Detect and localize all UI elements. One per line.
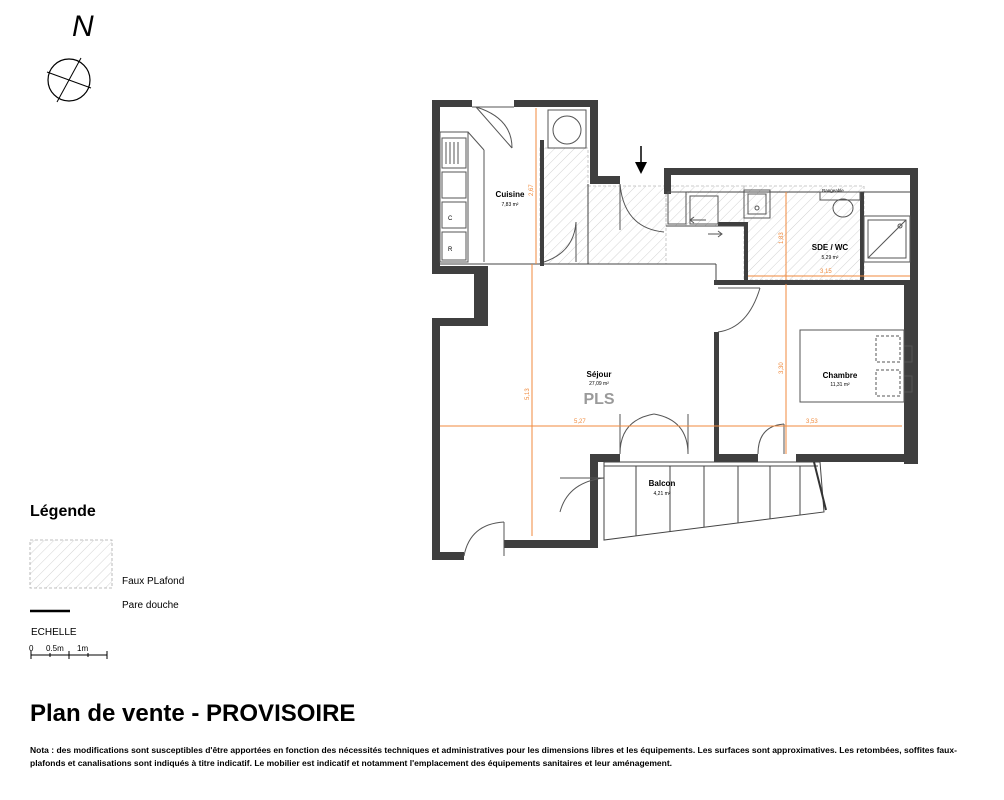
dimension-sde-height: 1,83 <box>779 232 785 244</box>
dimension-chambre-width: 3,53 <box>806 419 818 425</box>
plan-stamp: PLS <box>583 391 615 408</box>
room-name-sde: SDE / WC <box>811 243 849 252</box>
room-area-cuisine: 7,83 m² <box>501 202 519 208</box>
room-area-sde: 5,29 m² <box>821 255 839 261</box>
room-area-balcon: 4,21 m² <box>653 491 671 497</box>
appliance-label-r: R <box>448 247 453 253</box>
legend-pare-douche-label: Pare douche <box>122 600 179 611</box>
fixture-label: Rangeable <box>822 188 844 193</box>
appliance-label-c: C <box>448 216 453 222</box>
dimension-sde-width: 3,15 <box>820 269 832 275</box>
dimension-cuisine-height: 2,67 <box>529 184 535 196</box>
room-area-chambre: 11,31 m² <box>830 382 850 388</box>
dimension-chambre-height: 3,30 <box>779 362 785 374</box>
scale-title: ECHELLE <box>31 627 77 638</box>
room-name-sejour: Séjour <box>586 370 612 379</box>
scale-tick-0: 0 <box>29 644 34 653</box>
compass-icon <box>47 58 91 102</box>
compass <box>47 10 94 102</box>
scale-bar <box>31 651 107 659</box>
legend-title: Légende <box>30 503 96 520</box>
legend-faux-plafond-label: Faux PLafond <box>122 576 185 587</box>
page-title: Plan de vente - PROVISOIRE <box>30 700 356 727</box>
disclaimer-note: Nota : des modifications sont susceptibles d'être apportées en fonction des nécessités techniques et administratives pour les dimensions libres et les équipements. Les surfaces sont approximatives. Les retombées, soffites faux-plafonds et canalisations sont indiqués à titre indicatif. Le mobilier est indicatif et notamment l'emplacement des équipements sanitaires et leur aménagement. <box>30 745 957 768</box>
scale-tick-05: 0.5m <box>46 644 64 653</box>
room-name-chambre: Chambre <box>822 371 858 380</box>
compass-north-label: N <box>72 10 94 43</box>
room-name-cuisine: Cuisine <box>495 190 525 199</box>
scale-tick-1: 1m <box>77 644 89 653</box>
faux-plafond-zones <box>540 148 864 280</box>
dimension-sejour-height: 5,13 <box>525 388 531 400</box>
bed <box>800 330 912 402</box>
entrance-arrow-icon <box>635 146 647 174</box>
room-name-balcon: Balcon <box>648 479 676 488</box>
dimension-sejour-width: 5,27 <box>574 419 586 425</box>
room-area-sejour: 27,09 m² <box>589 381 609 387</box>
balcony <box>604 462 826 540</box>
legend-faux-plafond-swatch <box>30 540 112 588</box>
